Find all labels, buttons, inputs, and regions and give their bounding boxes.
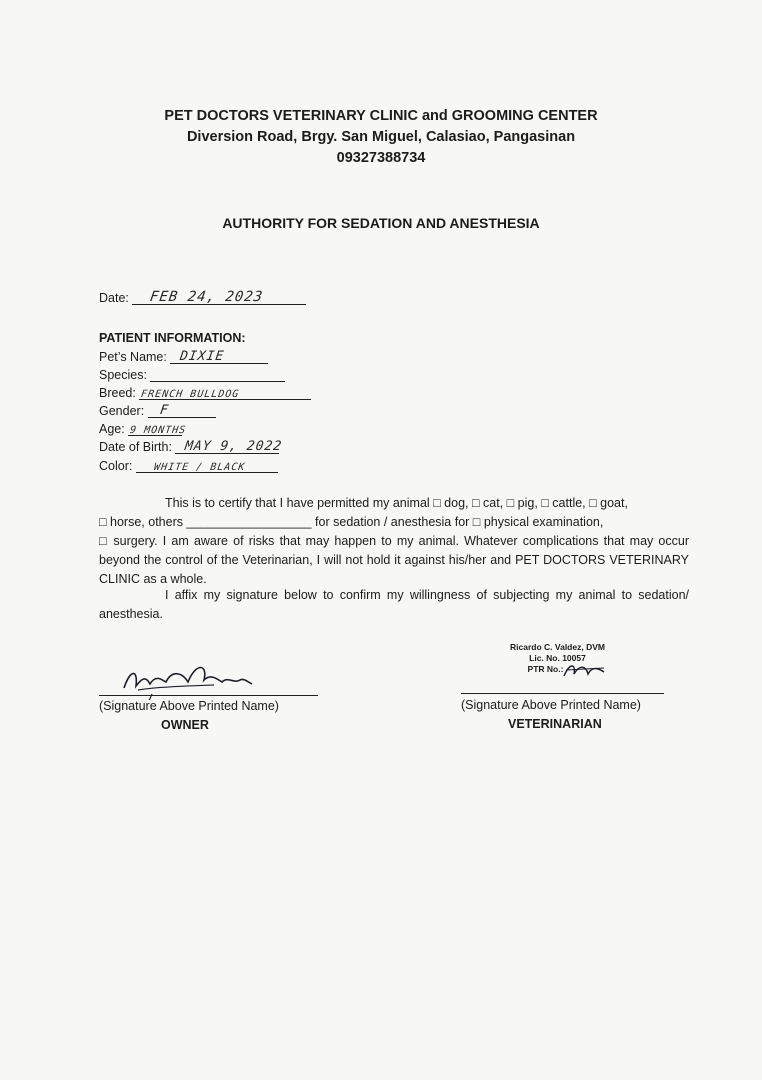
form-title: AUTHORITY FOR SEDATION AND ANESTHESIA (222, 215, 540, 231)
breed-field[interactable] (139, 385, 311, 400)
vet-stamp-ptr: PTR No.: (527, 664, 564, 674)
owner-signature-line[interactable] (99, 694, 318, 696)
pet-name-field[interactable] (170, 349, 268, 364)
gender-field[interactable] (148, 403, 216, 418)
affix-text: I affix my signature below to confirm my willingness of subjecting my animal to sedation/ anesthesia. (99, 588, 689, 621)
vet-signature-caption: (Signature Above Printed Name) (461, 698, 641, 712)
color-field[interactable] (136, 458, 278, 473)
date-value: FEB 24, 2023 (149, 289, 265, 305)
gender-row (99, 403, 216, 418)
dob-row (99, 439, 284, 454)
pet-name-label: Pet’s Name: (99, 350, 167, 364)
color-label: Color: (99, 459, 133, 473)
clinic-address: Diversion Road, Brgy. San Miguel, Calasiao, Pangasinan (186, 129, 576, 145)
consent-line-3: □ surgery. I am aware of risks that may happen to my animal. Whatever complications that may occur beyond the control of the Veterinarian, I will not hold it against his/her and PET DOCTORS VETERINARY CLINIC as a whole. (99, 534, 689, 586)
breed-label: Breed: (99, 386, 136, 400)
dob-label: Date of Birth: (99, 440, 172, 454)
vet-signature-line[interactable] (461, 692, 664, 694)
age-value: 9 MONTHS (129, 425, 188, 436)
affix-paragraph (99, 586, 689, 624)
dob-field[interactable] (175, 439, 284, 454)
species-label: Species: (99, 368, 147, 382)
breed-value: FRENCH BULLDOG (140, 389, 241, 400)
gender-label: Gender: (99, 404, 145, 418)
clinic-header (0, 106, 762, 169)
color-value: WHITE / BLACK (153, 462, 246, 473)
vet-role: VETERINARIAN (508, 717, 602, 731)
species-field[interactable] (150, 367, 285, 382)
clinic-phone: 09327388734 (336, 150, 426, 166)
clinic-name: PET DOCTORS VETERINARY CLINIC and GROOMING CENTER (164, 108, 598, 124)
date-row (99, 290, 306, 305)
gender-value: F (158, 403, 170, 418)
species-row (99, 367, 285, 382)
owner-signature-caption: (Signature Above Printed Name) (99, 699, 279, 713)
consent-paragraph (99, 494, 689, 589)
pet-name-row (99, 349, 268, 364)
breed-row (99, 385, 311, 400)
date-label: Date: (99, 291, 129, 305)
pet-name-value: DIXIE (179, 349, 226, 364)
vet-signature-icon (560, 658, 610, 682)
age-field[interactable] (128, 421, 188, 436)
consent-line-2: □ horse, others __________________ for sedation / anesthesia for □ physical examination, (99, 515, 604, 529)
patient-info-heading: PATIENT INFORMATION: (99, 331, 246, 345)
vet-stamp-license: Lic. No. 10057 (529, 653, 586, 663)
vet-stamp-name: Ricardo C. Valdez, DVM (510, 642, 605, 652)
owner-role: OWNER (161, 718, 209, 732)
age-row (99, 421, 188, 436)
date-field[interactable] (132, 290, 306, 305)
consent-line-1: This is to certify that I have permitted my animal □ dog, □ cat, □ pig, □ cattle, □ goat, (165, 496, 628, 510)
age-label: Age: (99, 422, 125, 436)
dob-value: MAY 9, 2022 (184, 439, 284, 454)
color-row (99, 458, 278, 473)
